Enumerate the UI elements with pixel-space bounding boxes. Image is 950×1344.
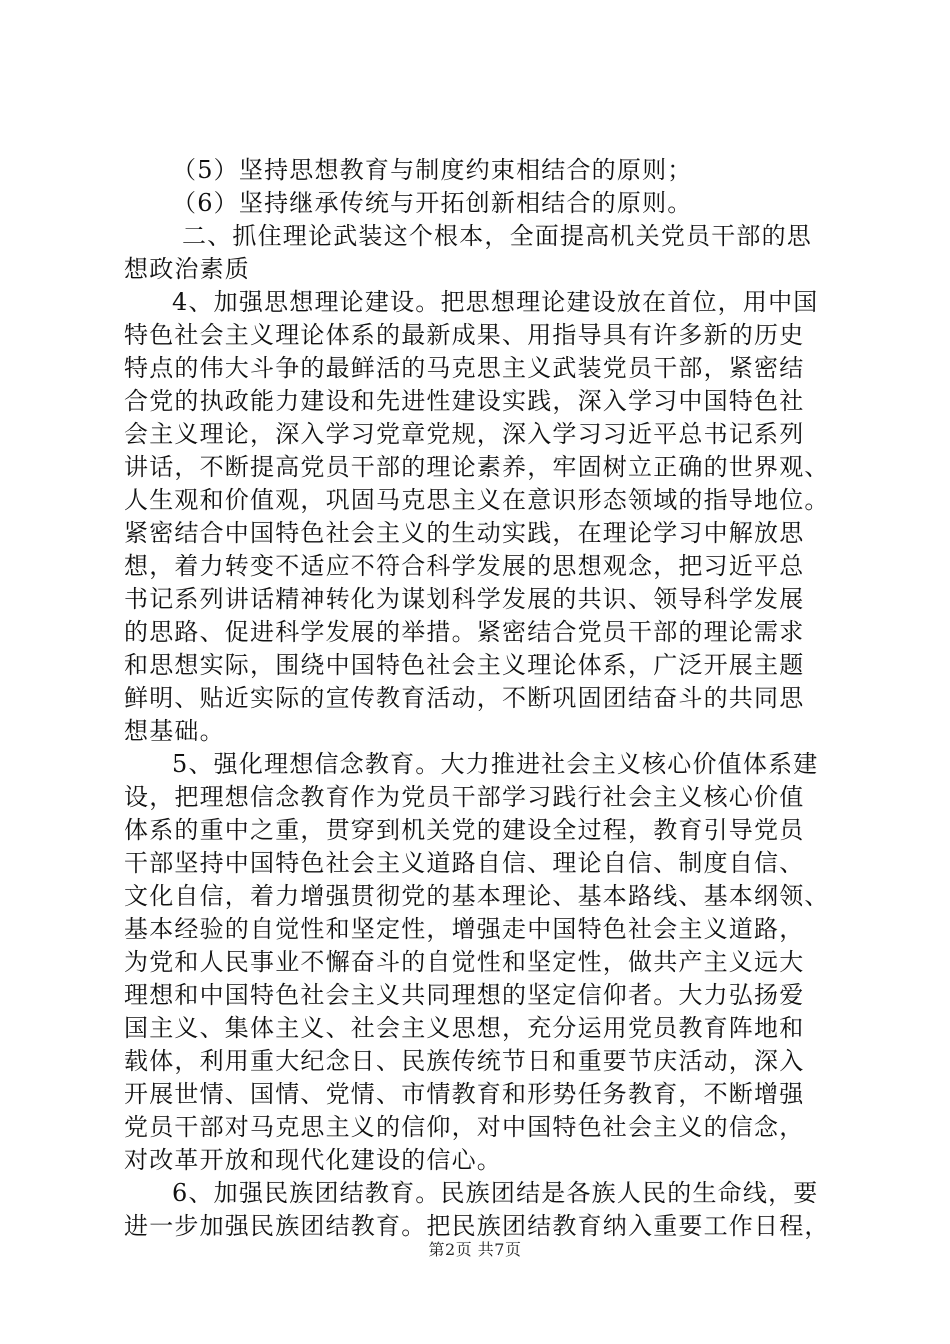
text-line: 书记系列讲话精神转化为谋划科学发展的共识、领导科学发展: [124, 585, 805, 613]
text-line: 载体，利用重大纪念日、民族传统节日和重要节庆活动，深入: [124, 1047, 805, 1075]
text-line: 为党和人民事业不懈奋斗的自觉性和坚定性，做共产主义远大: [124, 948, 805, 976]
text-line: 紧密结合中国特色社会主义的生动实践，在理论学习中解放思: [124, 519, 805, 547]
text-line: （5）坚持思想教育与制度约束相结合的原则；: [172, 156, 693, 184]
text-line: 人生观和价值观，巩固马克思主义在意识形态领域的指导地位。: [124, 486, 830, 514]
text-line: 5、强化理想信念教育。大力推进社会主义核心价值体系建: [172, 750, 819, 778]
text-line: 特点的伟大斗争的最鲜活的马克思主义武装党员干部，紧密结: [124, 354, 805, 382]
text-line: 讲话，不断提高党员干部的理论素养，牢固树立正确的世界观、: [124, 453, 830, 481]
text-line: 体系的重中之重，贯穿到机关党的建设全过程，教育引导党员: [124, 816, 805, 844]
text-line: 党员干部对马克思主义的信仰，对中国特色社会主义的信念，: [124, 1113, 805, 1141]
text-line: 想政治素质: [124, 255, 250, 283]
text-line: 对改革开放和现代化建设的信心。: [124, 1146, 502, 1174]
text-line: （6）坚持继承传统与开拓创新相结合的原则。: [172, 189, 693, 217]
text-line: 文化自信，着力增强贯彻党的基本理论、基本路线、基本纲领、: [124, 882, 830, 910]
text-line: 想，着力转变不适应不符合科学发展的思想观念，把习近平总: [124, 552, 805, 580]
text-line: 的思路、促进科学发展的举措。紧密结合党员干部的理论需求: [124, 618, 805, 646]
text-line: 设，把理想信念教育作为党员干部学习践行社会主义核心价值: [124, 783, 805, 811]
text-line: 干部坚持中国特色社会主义道路自信、理论自信、制度自信、: [124, 849, 805, 877]
text-line: 和思想实际，围绕中国特色社会主义理论体系，广泛开展主题: [124, 651, 805, 679]
text-line: 鲜明、贴近实际的宣传教育活动，不断巩固团结奋斗的共同思: [124, 684, 805, 712]
text-line: 合党的执政能力建设和先进性建设实践，深入学习中国特色社: [124, 387, 805, 415]
text-line: 特色社会主义理论体系的最新成果、用指导具有许多新的历史: [124, 321, 805, 349]
text-line: 会主义理论，深入学习党章党规，深入学习习近平总书记系列: [124, 420, 805, 448]
text-line: 进一步加强民族团结教育。把民族团结教育纳入重要工作日程，: [124, 1212, 830, 1240]
text-line: 基本经验的自觉性和坚定性，增强走中国特色社会主义道路，: [124, 915, 805, 943]
document-body: [124, 154, 840, 1243]
text-line: 6、加强民族团结教育。民族团结是各族人民的生命线，要: [172, 1179, 819, 1207]
page-footer: 第2页 共7页: [428, 1240, 522, 1259]
text-line: 二、抓住理论武装这个根本，全面提高机关党员干部的思: [182, 222, 812, 250]
text-line: 理想和中国特色社会主义共同理想的坚定信仰者。大力弘扬爱: [124, 981, 805, 1009]
text-line: 4、加强思想理论建设。把思想理论建设放在首位，用中国: [172, 288, 819, 316]
text-line: 国主义、集体主义、社会主义思想，充分运用党员教育阵地和: [124, 1014, 805, 1042]
text-line: 想基础。: [124, 717, 225, 745]
text-line: 开展世情、国情、党情、市情教育和形势任务教育，不断增强: [124, 1080, 805, 1108]
